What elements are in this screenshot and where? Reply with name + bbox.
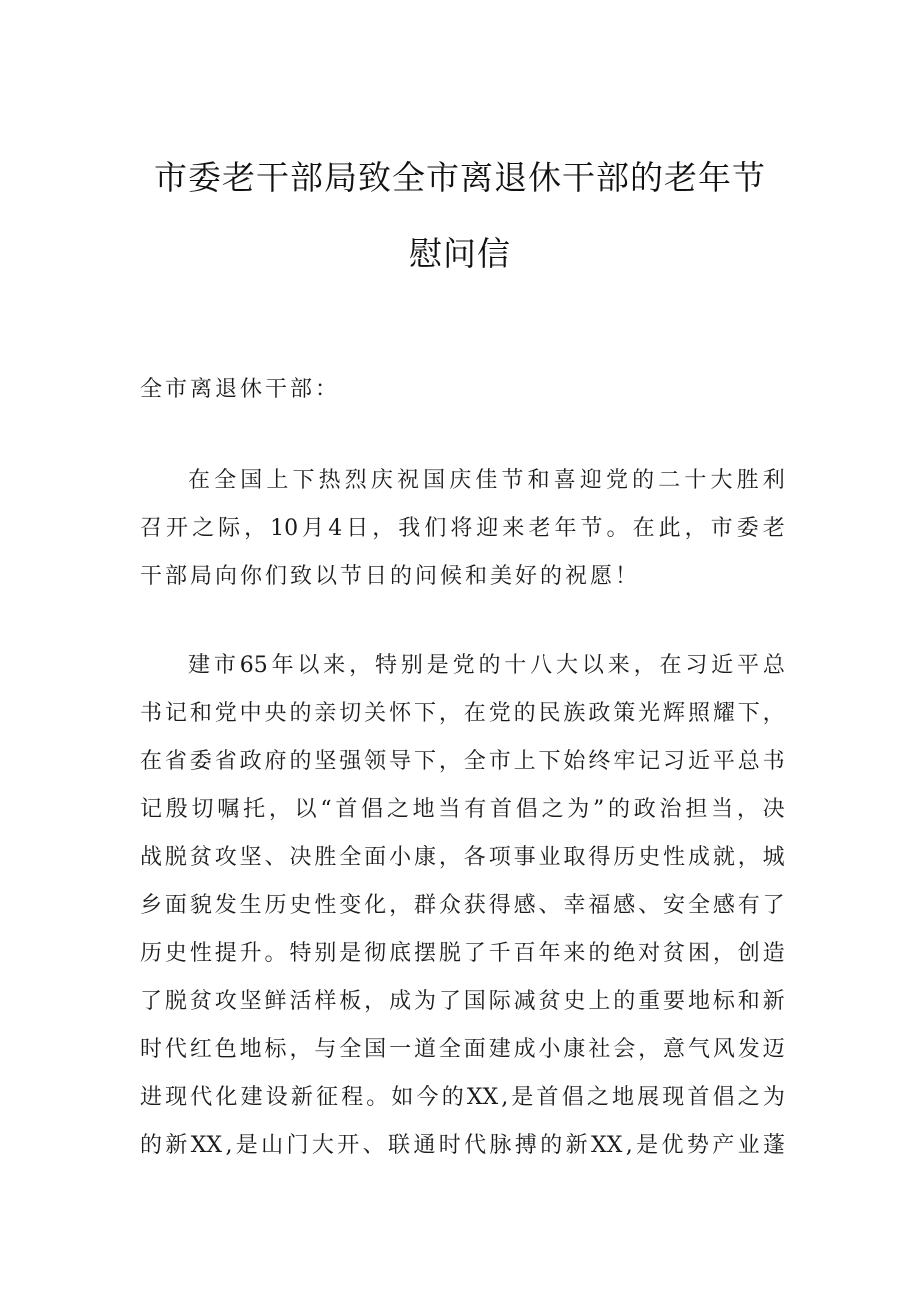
- paragraph-line: 记 殷 切 嘱 托 ， 以 “ 首 倡 之 地 当 有 首 倡 之 为 ” 的 政 治 担 当 ， 决: [140, 797, 785, 822]
- document-title-line-2: 慰问信: [409, 234, 511, 273]
- paragraph-line: 了 脱 贫 攻 坚 鲜 活 样 板 ， 成 为 了 国 际 减 贫 史 上 的 重 要 地 标 和 新: [140, 989, 785, 1014]
- paragraph-line: 召 开 之 际 ， 10 月 4 日 ， 我 们 将 迎 来 老 年 节 。 在 此 ， 市 委 老: [140, 516, 785, 541]
- paragraph-1: [140, 457, 785, 601]
- paragraph-line: 时 代 红 色 地 标 ， 与 全 国 一 道 全 面 建 成 小 康 社 会 ， 意 气 风 发 迈: [140, 1037, 785, 1062]
- paragraph-line: 建 市 65 年 以 来 ， 特 别 是 党 的 十 八 大 以 来 ， 在 习 近 平 总: [188, 653, 785, 678]
- paragraph-line: 历 史 性 提 升 。 特 别 是 彻 底 摆 脱 了 千 百 年 来 的 绝 对 贫 困 ， 创 造: [140, 941, 785, 966]
- document-title-line-1: 市委老干部局致全市离退休干部的老年节: [154, 158, 766, 197]
- paragraph-line: 书 记 和 党 中 央 的 亲 切 关 怀 下 ， 在 党 的 民 族 政 策 光 辉 照 耀 下 ，: [140, 701, 785, 726]
- paragraph-line: 的 新 XX , 是 山 门 大 开 、 联 通 时 代 脉 搏 的 新 XX , 是 优 势 产 业 蓬: [140, 1133, 785, 1158]
- paragraph-2: [140, 642, 785, 1170]
- salutation-text: 全市离退休干部：: [140, 377, 341, 402]
- paragraph-line: 在 省 委 省 政 府 的 坚 强 领 导 下 ， 全 市 上 下 始 终 牢 记 习 近 平 总 书: [140, 749, 785, 774]
- salutation: [140, 366, 785, 414]
- paragraph-line: 乡 面 貌 发 生 历 史 性 变 化 ， 群 众 获 得 感 、 幸 福 感 、 安 全 感 有 了: [140, 893, 785, 918]
- paragraph-line: 进 现 代 化 建 设 新 征 程 。 如 今 的 XX , 是 首 倡 之 地 展 现 首 倡 之 为: [140, 1085, 785, 1110]
- paragraph-line: 干部局向你们致以节日的问候和美好的祝愿！: [140, 564, 641, 589]
- paragraph-line: 战 脱 贫 攻 坚 、 决 胜 全 面 小 康 ， 各 项 事 业 取 得 历 史 性 成 就 ， 城: [140, 845, 785, 870]
- paragraph-line: 在 全 国 上 下 热 烈 庆 祝 国 庆 佳 节 和 喜 迎 党 的 二 十 大 胜 利: [188, 468, 785, 493]
